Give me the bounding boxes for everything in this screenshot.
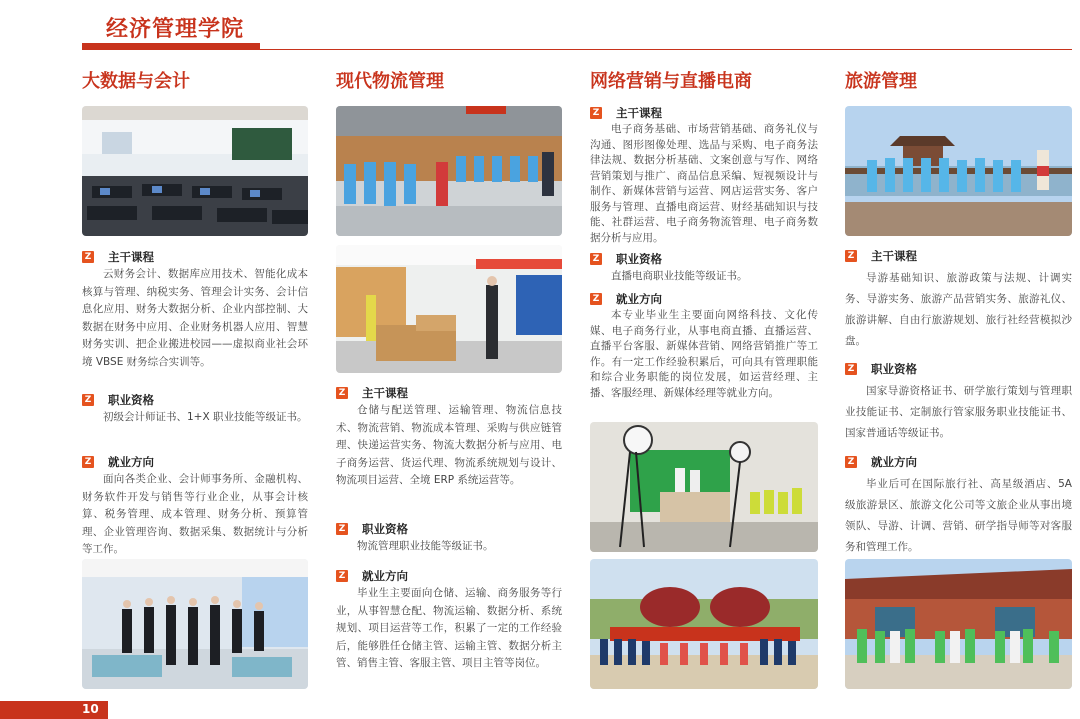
section-heading: 职业资格: [362, 522, 408, 536]
column-title: 旅游管理: [845, 71, 917, 92]
book-icon: Z: [845, 250, 857, 262]
page-header: [82, 6, 1072, 50]
section-body: 导游基础知识、旅游政策与法规、计调实务、导游实务、旅游产品营销实务、旅游礼仪、旅游讲解、自由行旅游规划、旅行社经营模拟沙盘。: [845, 272, 1072, 347]
section-core-courses: [845, 247, 1072, 352]
section-body: 毕业后可在国际旅行社、高星级酒店、5A 级旅游景区、旅游文化公司等文旅企业从事出境领队、导游、计调、营销、研学指导师等对客服务和管理工作。: [845, 478, 1072, 553]
column-title: 网络营销与直播电商: [590, 71, 752, 92]
career-icon: Z: [590, 293, 602, 305]
career-icon: Z: [82, 456, 94, 468]
column-logistics: [336, 70, 562, 98]
certificate-icon: Z: [336, 523, 348, 535]
section-body: 电子商务基础、市场营销基础、商务礼仪与沟通、图形图像处理、选品与采购、电子商务法律法规、数据分析基础、文案创意与写作、网络营销策划与推广、商品信息采编、短视频设计与制作、新媒体营销与运营、网店运营实务、客户服务与管理、直播电商运营、财经基础知识与技能、社群运营、电子商务物流管理、电子商务数据分析与应用。: [590, 123, 818, 244]
column-title: 大数据与会计: [82, 71, 190, 92]
section-heading: 职业资格: [616, 252, 662, 266]
section-heading: 职业资格: [871, 362, 917, 376]
section-heading: 就业方向: [871, 455, 917, 469]
section-careers: [845, 453, 1072, 558]
section-careers: [336, 567, 562, 673]
column-big-data-accounting: [82, 70, 308, 98]
section-body: 初级会计师证书、1+X 职业技能等级证书。: [103, 411, 308, 423]
book-icon: Z: [590, 107, 602, 119]
tourism-temple-photo: [845, 559, 1072, 689]
section-heading: 职业资格: [108, 393, 154, 407]
book-icon: Z: [336, 387, 348, 399]
section-careers: [590, 290, 818, 401]
section-heading: 主干课程: [616, 106, 662, 120]
section-heading: 就业方向: [108, 455, 154, 469]
warehouse-students-photo: [336, 106, 562, 236]
page-title: 经济管理学院: [106, 17, 245, 42]
section-qualifications: [590, 250, 818, 286]
career-icon: Z: [336, 570, 348, 582]
section-qualifications: [336, 520, 562, 556]
header-divider: [82, 49, 1072, 50]
section-body: 物流管理职业技能等级证书。: [357, 540, 494, 552]
section-heading: 主干课程: [362, 386, 408, 400]
section-body: 直播电商职业技能等级证书。: [611, 270, 748, 282]
tourism-pier-photo: [845, 106, 1072, 236]
page-number: 10: [82, 702, 99, 716]
section-qualifications: [82, 391, 308, 427]
section-heading: 主干课程: [871, 249, 917, 263]
certificate-icon: Z: [845, 363, 857, 375]
column-title: 现代物流管理: [336, 71, 444, 92]
section-qualifications: [845, 360, 1072, 444]
section-core-courses: [336, 384, 562, 490]
section-heading: 就业方向: [362, 569, 408, 583]
page-number-tab: [0, 701, 108, 719]
computer-lab-photo: [82, 106, 308, 236]
livestream-studio-photo: [590, 422, 818, 552]
section-body: 仓储与配送管理、运输管理、物流信息技术、物流营销、物流成本管理、采购与供应链管理、快递运营实务、物流大数据分析与应用、电子商务运营、货运代理、物流系统规划与设计、物流项目运营、全境 ERP 系统运营等。: [336, 404, 562, 486]
outdoor-event-photo: [590, 559, 818, 689]
warehouse-practice-photo: [336, 245, 562, 373]
column-ecommerce: [590, 70, 818, 98]
section-heading: 主干课程: [108, 250, 154, 264]
section-body: 毕业生主要面向仓储、运输、商务服务等行业，从事智慧仓配、物流运输、数据分析、系统规划、项目运营等工作，积累了一定的工作经验后，能够胜任仓储主管、运输主管、数据分析主管、销售主管、客服主管、项目主管等岗位。: [336, 587, 562, 669]
certificate-icon: Z: [82, 394, 94, 406]
career-icon: Z: [845, 456, 857, 468]
business-attire-class-photo: [82, 559, 308, 689]
column-tourism: [845, 70, 1072, 98]
section-core-courses: [82, 248, 308, 371]
section-careers: [82, 453, 308, 559]
section-body: 本专业毕业生主要面向网络科技、文化传媒、电子商务行业，从事电商直播、直播运营、直播平台客服、新媒体营销、网络营销推广等工作。有一定工作经验积累后，可向具有管理职能和综合业务职能的岗位发展，如运营经理、主播、客服经理、新媒体经理等就业方向。: [590, 309, 818, 399]
certificate-icon: Z: [590, 253, 602, 265]
section-heading: 就业方向: [616, 292, 662, 306]
section-body: 云财务会计、数据库应用技术、智能化成本核算与管理、纳税实务、管理会计实务、会计信息化应用、财务大数据分析、企业内部控制、大数据在财务中应用、企业财务机器人应用、智慧财务实训、把企业搬进校园——虚拟商业社会环境 VBSE 财务综合实训等。: [82, 268, 308, 368]
section-body: 面向各类企业、会计师事务所、金融机构、财务软件开发与销售等行业企业，从事会计核算、税务管理、成本管理、财务分析、预算管理、企业管理咨询、数据采集、数据统计与分析等工作。: [82, 473, 308, 555]
book-icon: Z: [82, 251, 94, 263]
section-body: 国家导游资格证书、研学旅行策划与管理职业技能证书、定制旅行管家服务职业技能证书、国家普通话等级证书。: [845, 385, 1072, 439]
section-core-courses: [590, 104, 818, 246]
